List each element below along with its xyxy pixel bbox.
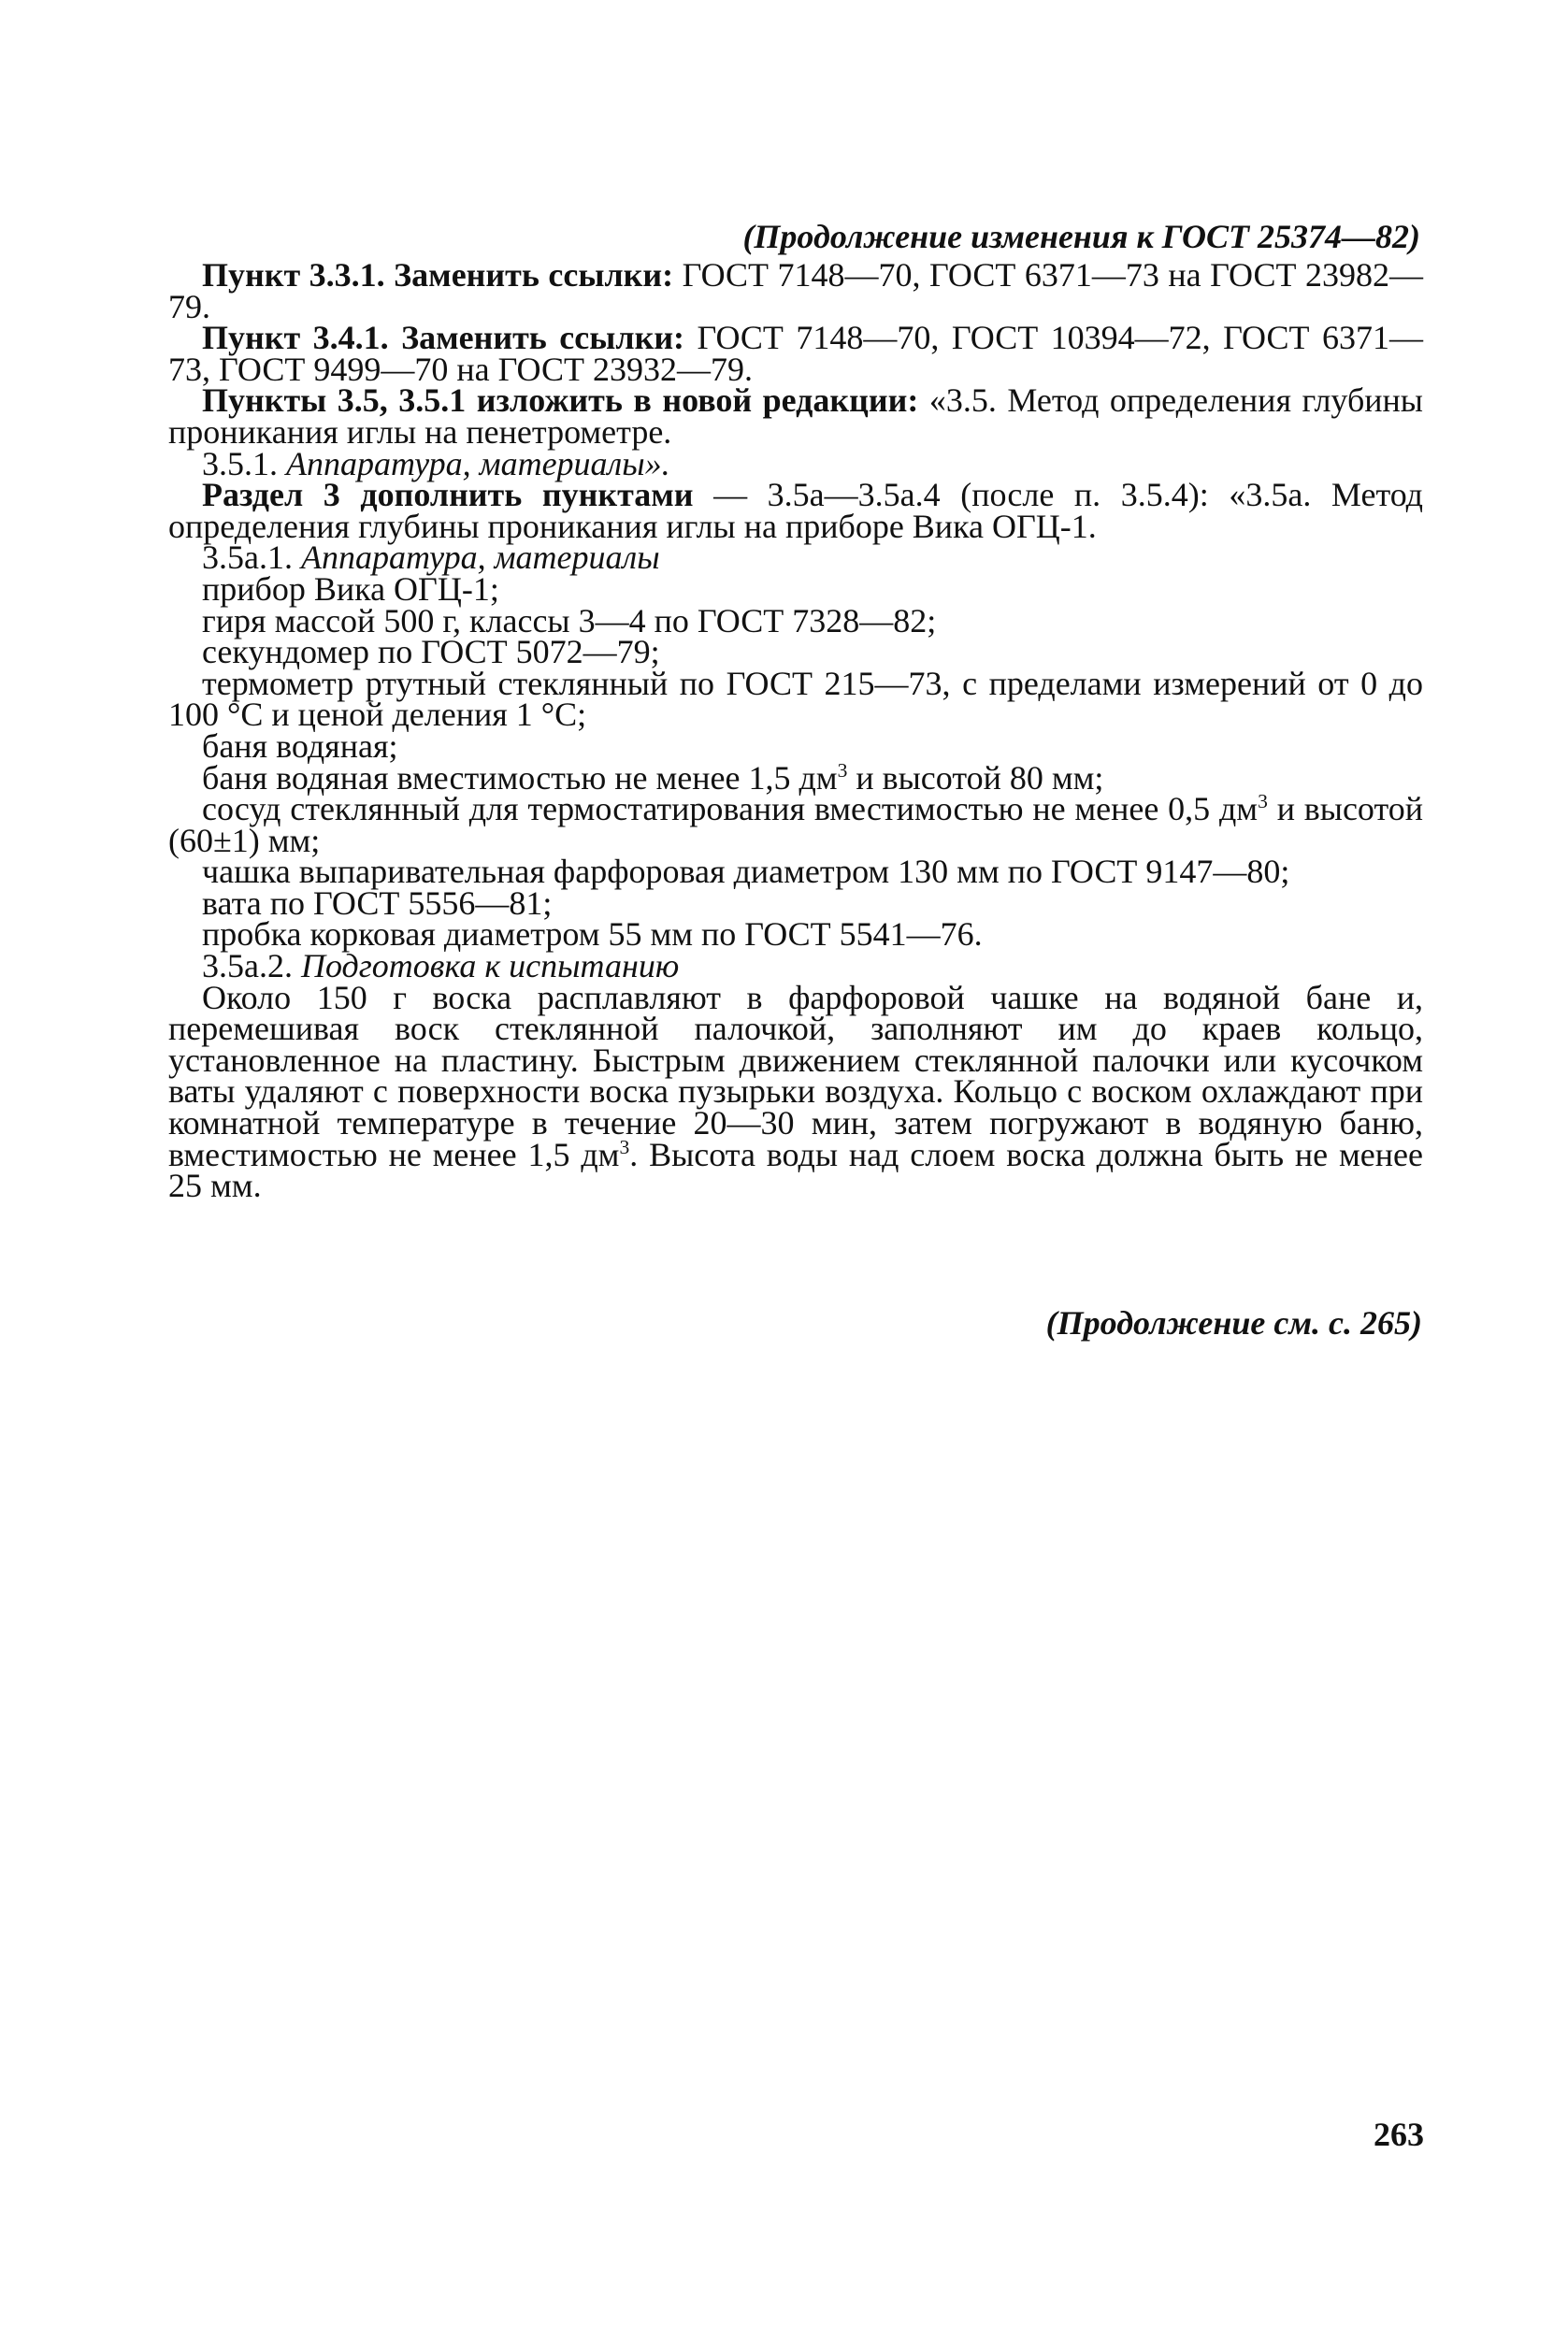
section-title: Аппаратура, материалы». <box>286 444 670 482</box>
continuation-header: (Продолжение изменения к ГОСТ 25374—82) <box>742 218 1420 255</box>
paragraph-3-4-1 <box>168 319 1423 388</box>
paragraph-3-5 <box>168 381 1423 451</box>
list-text: баня водяная вместимостью не менее 1,5 дм <box>202 758 838 797</box>
list-item: гиря массой 500 г, классы 3—4 по ГОСТ 7328—82; <box>202 601 937 639</box>
superscript: 3 <box>837 758 848 782</box>
page-number: 263 <box>1374 2116 1424 2153</box>
paragraph-text: — 3.5а—3.5а.4 (после п. 3.5.4): «3.5а. Метод определения глубины проникания иглы на приборе Вика ОГЦ-1. <box>168 476 1423 545</box>
paragraph-3-5a-2 <box>168 947 1423 985</box>
paragraph-text: ГОСТ 7148—70, ГОСТ 6371—73 на ГОСТ 23982—79. <box>168 256 1423 325</box>
list-item: чашка выпаривательная фарфоровая диаметром 130 мм по ГОСТ 9147—80; <box>202 853 1290 891</box>
list-item: пробка корковая диаметром 55 мм по ГОСТ 5541—76. <box>202 915 983 954</box>
paragraph-lead: Пункт 3.3.1. Заменить ссылки: <box>202 256 674 294</box>
list-text: и высотой 80 мм; <box>847 758 1104 797</box>
list-item <box>168 758 1423 797</box>
document-body <box>168 256 1423 1205</box>
paragraph-3-3-1 <box>168 256 1423 325</box>
list-item: прибор Вика ОГЦ-1; <box>202 569 499 608</box>
section-title: Аппаратура, материалы <box>300 539 660 577</box>
list-item <box>168 790 1423 859</box>
superscript: 3 <box>1258 790 1268 813</box>
paragraph-text: «3.5. Метод определения глубины проникания иглы на пенетрометре. <box>168 381 1423 451</box>
paragraph-section-3 <box>168 476 1423 545</box>
paragraph-procedure <box>168 978 1423 1205</box>
paragraph-lead: Раздел 3 дополнить пунктами <box>202 476 694 514</box>
section-number: 3.5а.2. <box>202 947 301 985</box>
paragraph-lead: Пункт 3.4.1. Заменить ссылки: <box>202 319 685 357</box>
paragraph-3-5-1 <box>168 444 1423 482</box>
paragraph-text: ГОСТ 7148—70, ГОСТ 10394—72, ГОСТ 6371—73, ГОСТ 9499—70 на ГОСТ 23932—79. <box>168 319 1423 388</box>
list-text: сосуд стеклянный для термостатирования вместимостью не менее 0,5 дм <box>202 790 1259 828</box>
list-item: термометр ртутный стеклянный по ГОСТ 215—73, с пределами измерений от 0 до 100 °С и ценой деления 1 °С; <box>168 664 1423 734</box>
continuation-footer: (Продолжение см. с. 265) <box>1045 1304 1422 1342</box>
list-item: баня водяная; <box>202 726 398 765</box>
paragraph-text: Около 150 г воска расплавляют в фарфоровой чашке на водяной бане и, перемешивая воск стеклянной палочкой, заполняют им до краев кольцо, установленное на пластину. Быстрым движением стеклянной палочки или кусочком ваты удаляют с поверхности воска пузырьки воздуха. Кольцо с воском охлаждают при комнатной температуре в течение 20—30 мин, затем погружают в водяную баню, вместимостью не менее 1,5 дм <box>168 978 1423 1173</box>
list-text: и высотой (60±1) мм; <box>168 790 1423 859</box>
section-title: Подготовка к испытанию <box>300 947 680 985</box>
paragraph-3-5a-1 <box>168 539 1423 577</box>
paragraph-text: . Высота воды над слоем воска должна быть не менее 25 мм. <box>168 1135 1423 1205</box>
section-number: 3.5а.1. <box>202 539 301 577</box>
superscript: 3 <box>619 1135 630 1158</box>
section-number: 3.5.1. <box>202 444 286 482</box>
paragraph-lead: Пункты 3.5, 3.5.1 изложить в новой редакции: <box>202 381 919 420</box>
list-item: секундомер по ГОСТ 5072—79; <box>202 633 660 671</box>
list-item: вата по ГОСТ 5556—81; <box>202 883 553 922</box>
